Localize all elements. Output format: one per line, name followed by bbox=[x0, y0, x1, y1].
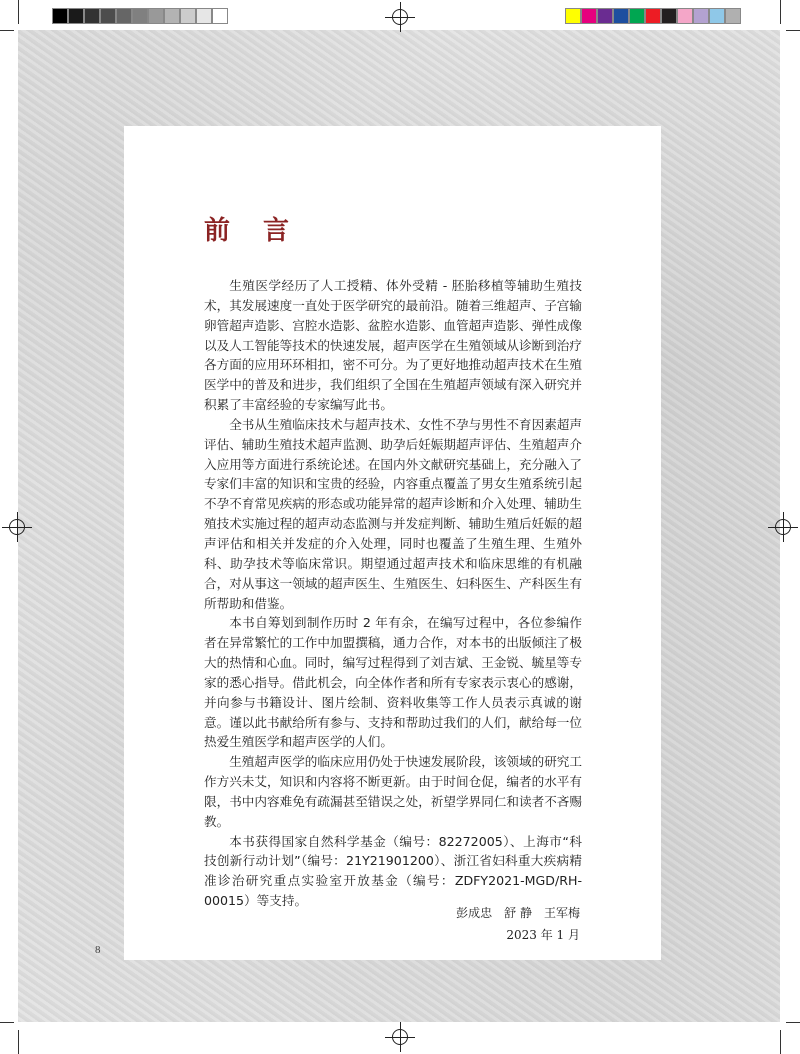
color-swatch bbox=[725, 8, 741, 24]
color-swatch bbox=[565, 8, 581, 24]
color-swatch bbox=[661, 8, 677, 24]
color-swatch bbox=[597, 8, 613, 24]
grayscale-calibration-bar bbox=[52, 8, 228, 24]
paragraph: 生殖医学经历了人工授精、体外受精 - 胚胎移植等辅助生殖技术，其发展速度一直处于医学研究的最前沿。随着三维超声、子宫输卵管超声造影、宫腔水造影、盆腔水造影、血管超声造影、弹性成像以及人工智能等技术的快速发展，超声医学在生殖领域从诊断到治疗各方面的应用环环相扣，密不可分。为了更好地推动超声技术在生殖医学中的普及和进步，我们组织了全国在生殖超声领域有深入研究并积累了丰富经验的专家编写此书。 bbox=[204, 278, 582, 413]
page-number: 8 bbox=[95, 944, 101, 956]
paragraph: 全书从生殖临床技术与超声技术、女性不孕与男性不育因素超声评估、辅助生殖技术超声监测、助孕后妊娠期超声评估、生殖超声介入应用等方面进行系统论述。在国内外文献研究基础上，充分融入了专家们丰富的知识和宝贵的经验，内容重点覆盖了男女生殖系统引起不孕不育常见疾病的形态或功能异常的超声诊断和介入处理、辅助生殖技术实施过程的超声动态监测与并发症判断、辅助生殖后妊娠的超声评估和相关并发症的介入处理，同时也覆盖了生殖生理、生殖外科、助孕技术等临床常识。期望通过超声技术和临床思维的有机融合，对从事这一领域的超声医生、生殖医生、妇科医生、产科医生有所帮助和借鉴。 bbox=[204, 416, 582, 611]
registration-mark-bottom bbox=[385, 1022, 415, 1052]
crop-mark bbox=[780, 0, 781, 24]
crop-mark bbox=[786, 1022, 800, 1023]
gray-swatch bbox=[116, 8, 132, 24]
gray-swatch bbox=[68, 8, 84, 24]
author-names: 彭成忠 舒 静 王军梅 bbox=[456, 906, 580, 920]
gray-swatch bbox=[164, 8, 180, 24]
color-swatch bbox=[613, 8, 629, 24]
paragraph: 本书自筹划到制作历时 2 年有余，在编写过程中，各位参编作者在异常繁忙的工作中加盟撰稿，通力合作，对本书的出版倾注了极大的热情和心血。同时，编写过程得到了刘吉斌、王金锐、毓星等专家的悉心指导。借此机会，向全体作者和所有专家表示衷心的感谢，并向参与书籍设计、图片绘制、资料收集等工作人员表示真诚的谢意。谨以此书献给所有参与、支持和帮助过我们的人们，献给每一位热爱生殖医学和超声医学的人们。 bbox=[204, 615, 582, 750]
crop-mark bbox=[18, 0, 19, 24]
color-swatch bbox=[709, 8, 725, 24]
paragraph: 生殖超声医学的临床应用仍处于快速发展阶段，该领域的研究工作方兴未艾，知识和内容将不断更新。由于时间仓促，编者的水平有限，书中内容难免有疏漏甚至错误之处，祈望学界同仁和读者不吝赐教。 bbox=[204, 754, 582, 829]
crop-mark bbox=[0, 1022, 14, 1023]
gray-swatch bbox=[196, 8, 212, 24]
color-calibration-bar bbox=[565, 8, 741, 24]
registration-mark-top bbox=[385, 2, 415, 32]
crop-mark bbox=[780, 1030, 781, 1054]
registration-mark-left bbox=[2, 512, 32, 542]
date: 2023 年 1 月 bbox=[506, 928, 580, 942]
color-swatch bbox=[581, 8, 597, 24]
crop-mark bbox=[0, 30, 14, 31]
crop-mark bbox=[786, 30, 800, 31]
color-swatch bbox=[645, 8, 661, 24]
gray-swatch bbox=[100, 8, 116, 24]
crop-mark bbox=[18, 1030, 19, 1054]
paragraph: 本书获得国家自然科学基金（编号：82272005）、上海市“科技创新行动计划”（编号：21Y21901200）、浙江省妇科重大疾病精准诊治研究重点实验室开放基金（编号：ZDFY2021-MGD/RH-00015）等支持。 bbox=[204, 833, 582, 909]
gray-swatch bbox=[180, 8, 196, 24]
preface-body bbox=[204, 276, 582, 911]
gray-swatch bbox=[132, 8, 148, 24]
color-swatch bbox=[629, 8, 645, 24]
gray-swatch bbox=[212, 8, 228, 24]
page-title: 前 言 bbox=[204, 216, 302, 246]
signature-block bbox=[456, 902, 580, 946]
gray-swatch bbox=[84, 8, 100, 24]
gray-swatch bbox=[148, 8, 164, 24]
color-swatch bbox=[677, 8, 693, 24]
registration-mark-right bbox=[768, 512, 798, 542]
gray-swatch bbox=[52, 8, 68, 24]
color-swatch bbox=[693, 8, 709, 24]
